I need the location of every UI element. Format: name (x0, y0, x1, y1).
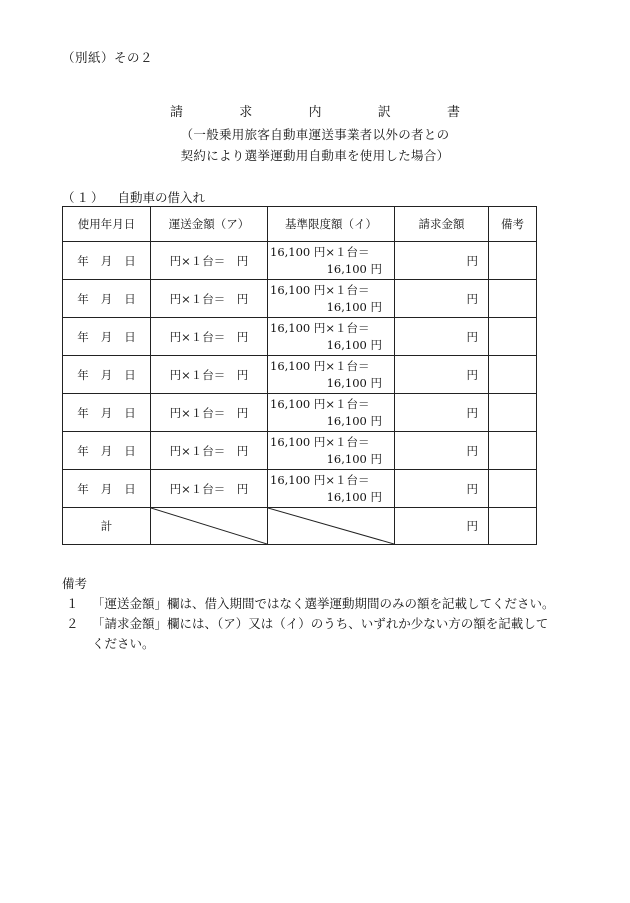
table-row (63, 394, 537, 432)
cell-date (63, 432, 151, 470)
table-row (63, 432, 537, 470)
header-claim: 請求金額 (395, 207, 489, 242)
date-month: 月 (100, 253, 113, 268)
cell-date (63, 394, 151, 432)
claim-table (62, 206, 537, 545)
cell-limit (268, 242, 395, 280)
cell-limit (268, 280, 395, 318)
table-row (63, 242, 537, 280)
cell-date (63, 470, 151, 508)
note-item (66, 614, 548, 634)
date-month: 月 (100, 481, 113, 496)
subtitle-line-2: 契約により選挙運動用自動車を使用した場合） (180, 148, 450, 163)
header-limit: 基準限度額（イ） (268, 207, 395, 242)
note-item (66, 594, 555, 614)
limit-formula: 16,100 円×１台＝ (270, 245, 370, 259)
date-day: 日 (124, 329, 136, 344)
limit-formula: 16,100 円×１台＝ (270, 397, 370, 411)
limit-formula: 16,100 円×１台＝ (270, 473, 370, 487)
notes-title: 備考 (62, 576, 88, 591)
cell-limit (268, 470, 395, 508)
attachment-label: （別紙）その２ (62, 50, 154, 65)
date-month: 月 (100, 367, 113, 382)
title-char: 内 (308, 105, 322, 120)
cell-remarks (489, 394, 537, 432)
diagonal-line (151, 508, 267, 544)
total-fare-crossed (151, 508, 268, 545)
cell-fare: 円×１台＝ 円 (151, 280, 268, 318)
limit-formula: 16,100 円×１台＝ (270, 283, 370, 297)
title-char: 求 (239, 105, 253, 120)
table-row (63, 318, 537, 356)
note-number: １ (66, 596, 79, 611)
date-year: 年 (77, 329, 89, 344)
limit-formula: 16,100 円×１台＝ (270, 359, 370, 373)
note-text: 「運送金額」欄は、借入期間ではなく選挙運動期間のみの額を記載してください。 (92, 596, 555, 611)
cell-remarks (489, 280, 537, 318)
section-heading (62, 188, 205, 206)
limit-formula: 16,100 円×１台＝ (270, 321, 370, 335)
total-claim: 円 (395, 508, 489, 545)
cell-claim: 円 (395, 432, 489, 470)
table-body (63, 242, 537, 508)
header-remarks: 備考 (489, 207, 537, 242)
table-row (63, 280, 537, 318)
diagonal-line (268, 508, 394, 544)
cell-remarks (489, 356, 537, 394)
document-title (170, 101, 460, 120)
section-number: （１） (62, 190, 106, 205)
limit-formula: 16,100 円×１台＝ (270, 435, 370, 449)
cell-claim: 円 (395, 318, 489, 356)
cell-date (63, 356, 151, 394)
cell-fare: 円×１台＝ 円 (151, 318, 268, 356)
limit-amount: 16,100 円 (326, 262, 382, 276)
cell-limit (268, 356, 395, 394)
date-month: 月 (100, 405, 113, 420)
limit-amount: 16,100 円 (326, 490, 382, 504)
cell-limit (268, 394, 395, 432)
date-year: 年 (77, 253, 89, 268)
cell-claim: 円 (395, 280, 489, 318)
cell-remarks (489, 242, 537, 280)
cell-date (63, 318, 151, 356)
title-char: 書 (446, 105, 460, 120)
title-char: 訳 (377, 105, 391, 120)
cell-claim: 円 (395, 356, 489, 394)
date-year: 年 (77, 367, 89, 382)
cell-limit (268, 432, 395, 470)
header-date: 使用年月日 (63, 207, 151, 242)
date-year: 年 (77, 443, 89, 458)
note-number: ２ (66, 616, 79, 631)
date-day: 日 (124, 253, 136, 268)
date-day: 日 (124, 291, 136, 306)
title-char: 請 (170, 105, 184, 120)
cell-claim: 円 (395, 470, 489, 508)
limit-amount: 16,100 円 (326, 414, 382, 428)
total-row (63, 508, 537, 545)
table-header-row (63, 207, 537, 242)
section-label: 自動車の借入れ (117, 190, 206, 205)
limit-amount: 16,100 円 (326, 376, 382, 390)
table-row (63, 356, 537, 394)
cell-remarks (489, 470, 537, 508)
cell-fare: 円×１台＝ 円 (151, 242, 268, 280)
cell-fare: 円×１台＝ 円 (151, 470, 268, 508)
cell-claim: 円 (395, 242, 489, 280)
cell-fare: 円×１台＝ 円 (151, 394, 268, 432)
date-month: 月 (100, 291, 113, 306)
table-row (63, 470, 537, 508)
note-text: 「請求金額」欄には、（ア）又は（イ）のうち、いずれか少ない方の額を記載して (92, 616, 549, 631)
limit-amount: 16,100 円 (326, 338, 382, 352)
header-fare: 運送金額（ア） (151, 207, 268, 242)
cell-date (63, 280, 151, 318)
cell-fare: 円×１台＝ 円 (151, 432, 268, 470)
limit-amount: 16,100 円 (326, 300, 382, 314)
date-year: 年 (77, 291, 89, 306)
cell-claim: 円 (395, 394, 489, 432)
cell-remarks (489, 318, 537, 356)
cell-fare: 円×１台＝ 円 (151, 356, 268, 394)
cell-limit (268, 318, 395, 356)
date-month: 月 (100, 443, 113, 458)
date-day: 日 (124, 367, 136, 382)
total-label: 計 (63, 508, 151, 545)
date-month: 月 (100, 329, 113, 344)
date-year: 年 (77, 481, 89, 496)
date-day: 日 (124, 481, 136, 496)
date-year: 年 (77, 405, 89, 420)
cell-date (63, 242, 151, 280)
total-remarks (489, 508, 537, 545)
date-day: 日 (124, 405, 136, 420)
cell-remarks (489, 432, 537, 470)
limit-amount: 16,100 円 (326, 452, 382, 466)
note-text-continuation: ください。 (92, 636, 155, 651)
total-limit-crossed (268, 508, 395, 545)
date-day: 日 (124, 443, 136, 458)
subtitle-line-1: （一般乗用旅客自動車運送事業者以外の者との (180, 127, 450, 142)
